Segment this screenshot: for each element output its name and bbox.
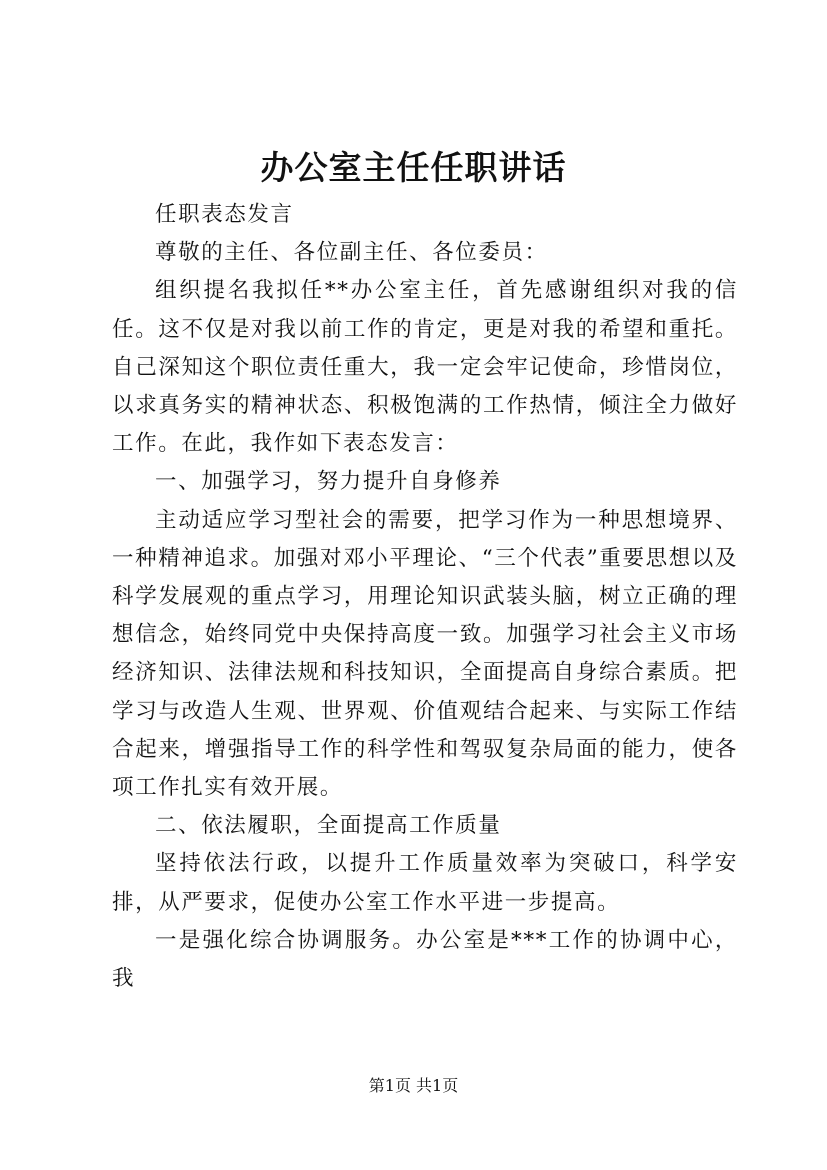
document-body [112,196,738,998]
section-heading-2: 二、依法履职，全面提高工作质量 [155,813,502,839]
document-title: 办公室主任任职讲话 [260,148,567,187]
paragraph-salutation: 尊敬的主任、各位副主任、各位委员： [155,240,548,266]
paragraph-point-1: 一是强化综合协调服务。办公室是***工作的协调中心，我 [112,927,738,992]
paragraph-section-2: 坚持依法行政，以提升工作质量效率为突破口，科学安排，从严要求，促使办公室工作水平进一步提高。 [112,851,738,915]
paragraph-section-1: 主动适应学习型社会的需要，把学习作为一种思想境界、一种精神追求。加强对邓小平理论、“三个代表”重要思想以及科学发展观的重点学习，用理论知识武装头脑，树立正确的理想信念，始终同党中央保持高度一致。加强学习社会主义市场经济知识、法律法规和科技知识，全面提高自身综合素质。把学习与改造人生观、世界观、价值观结合起来、与实际工作结合起来，增强指导工作的科学性和驾驭复杂局面的能力，使各项工作扎实有效开展。 [112,507,738,801]
page-number-footer: 第1页 共1页 [368,1076,459,1095]
paragraph-intro: 组织提名我拟任**办公室主任，首先感谢组织对我的信任。这不仅是对我以前工作的肯定，更是对我的希望和重托。自己深知这个职位责任重大，我一定会牢记使命，珍惜岗位，以求真务实的精神状态、积极饱满的工作热情，倾注全力做好工作。在此，我作如下表态发言： [112,278,738,457]
paragraph-heading-speech: 任职表态发言 [155,202,294,227]
section-heading-1: 一、加强学习，努力提升自身修养 [155,469,502,495]
